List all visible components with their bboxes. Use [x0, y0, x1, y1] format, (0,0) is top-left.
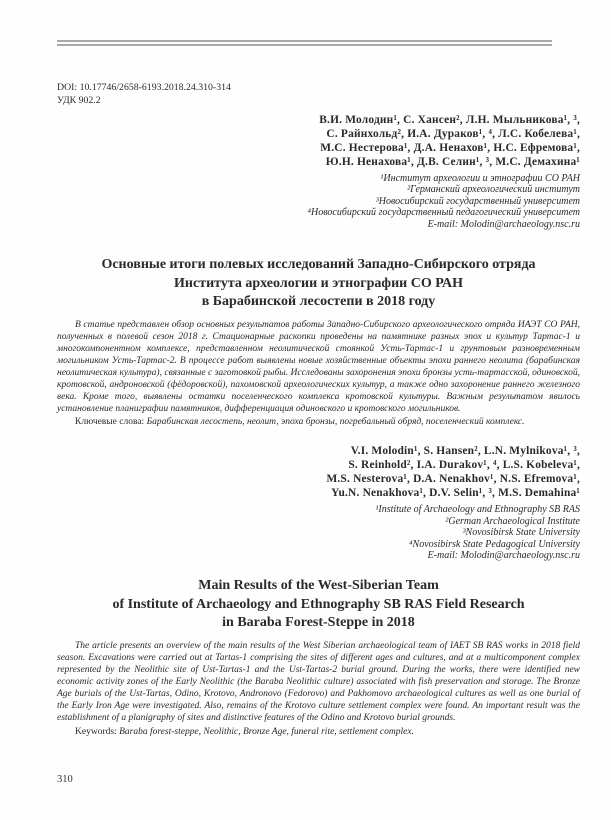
keywords-en-label: Keywords:	[75, 726, 117, 737]
article-title-ru	[57, 256, 580, 312]
keywords-ru	[57, 416, 580, 428]
keywords-en-text: Baraba forest-steppe, Neolithic, Bronze Age, funeral rite, settlement complex.	[119, 726, 414, 737]
author-line: М.С. Нестерова¹, Д.А. Ненахов¹, Н.С. Ефремова¹,	[320, 142, 580, 154]
affiliations-en-block	[57, 504, 580, 561]
affiliation-line: ²German Archaeological Institute	[445, 515, 580, 527]
affiliation-line: ⁴Новосибирский государственный педагогический университет	[307, 207, 580, 219]
title-ru-line: Института археологии и этнографии СО РАН	[174, 275, 463, 291]
doi-line: DOI: 10.17746/2658-6193.2018.24.310-314	[57, 82, 231, 93]
title-ru-line: Основные итоги полевых исследований Западно-Сибирского отряда	[101, 257, 536, 273]
email-line: E-mail: Molodin@archaeology.nsc.ru	[427, 550, 580, 561]
affiliation-line: ³Новосибирский государственный университет	[375, 195, 580, 207]
authors-en-block	[57, 444, 580, 500]
keywords-ru-label: Ключевые слова:	[75, 417, 145, 428]
title-en-line: of Institute of Archaeology and Ethnography SB RAS Field Research	[112, 596, 525, 612]
affiliation-line: ²Германский археологический институт	[407, 184, 580, 196]
affiliation-line: ¹Institute of Archaeology and Ethnography SB RAS	[375, 504, 580, 516]
affiliation-line: ¹Институт археологии и этнографии СО РАН	[380, 173, 580, 184]
affiliation-line: ³Novosibirsk State University	[462, 527, 580, 539]
author-line: V.I. Molodin¹, S. Hansen², L.N. Mylnikova¹, ³,	[350, 445, 580, 458]
title-ru-line: в Барабинской лесостепи в 2018 году	[201, 294, 436, 310]
affiliation-line: ⁴Novosibirsk State Pedagogical University	[409, 538, 580, 550]
header-double-rule	[57, 40, 552, 46]
author-line: Yu.N. Nenakhova¹, D.V. Selin¹, ³, M.S. Demahina¹	[331, 487, 580, 500]
abstract-en: The article presents an overview of the main results of the West Siberian archaeological team of IAET SB RAS works in 2018 field season. Excavations were carried out at Tartas-1 comprising the sites of different ages and cultures, and at a multicomponent complex represented by the Neolithic site of Ust-Tartas-1 and the Ust-Tartas-2 burial ground. During the works, there were identified new economic activity zones of the Early Neolithic (the Baraba Neolithic culture) associated with fish preservation and storage. The Bronze Age burials of the Ust-Tartas, Odino, Krotovo, Andronovo (Fedorovo) and Pakhomovo archaeological cultures as well as one burial of the Early Iron Age were investigated. Also, remains of the Krotovo culture settlement complex were found. An important result was the establishment of a planigraphy of sites and distinctive features of the Odino and Krotovo burial grounds.	[57, 640, 580, 724]
author-line: Ю.Н. Ненахова¹, Д.В. Селин¹, ³, М.С. Демахина¹	[325, 156, 580, 168]
page-number: 310	[57, 774, 73, 785]
email-line: E-mail: Molodin@archaeology.nsc.ru	[427, 218, 580, 230]
author-line: S. Reinhold², I.A. Durakov¹, ⁴, L.S. Kobeleva¹,	[348, 459, 580, 472]
keywords-ru-text: Барабинская лесостепь, неолит, эпоха бронзы, погребальный обряд, поселенческий комплекс.	[146, 417, 525, 428]
article-title-en	[57, 577, 580, 633]
rule-line-bottom	[57, 44, 552, 46]
authors-ru-block	[57, 113, 580, 169]
author-line: С. Райнхольд², И.А. Дураков¹, ⁴, Л.С. Кобелева¹,	[326, 128, 580, 140]
affiliations-ru-block	[57, 173, 580, 230]
keywords-en	[57, 726, 580, 738]
author-line: В.И. Молодин¹, С. Хансен², Л.Н. Мыльникова¹, ³,	[319, 114, 580, 126]
title-en-line: Main Results of the West-Siberian Team	[198, 578, 439, 594]
page-content	[57, 0, 580, 738]
article-meta	[57, 82, 580, 107]
udk-line: УДК 902.2	[57, 94, 101, 106]
title-en-line: in Baraba Forest-Steppe in 2018	[222, 615, 415, 631]
author-line: M.S. Nesterova¹, D.A. Nenakhov¹, N.S. Efremova¹,	[326, 473, 580, 486]
abstract-ru: В статье представлен обзор основных результатов работы Западно-Сибирского археологического отряда ИАЭТ СО РАН, полученных в полевой сезон 2018 г. Стационарные раскопки проведены на памятнике разных эпох и культур Тартас-1 и многокомпонентном комплексе, представленном неолитической стоянкой Усть-Тартас-1 и грунтовым разновременным могильником Усть-Тартас-2. В процессе работ выявлены новые хозяйственные объекты эпохи раннего неолита (барабинская неолитическая культура), связанные с заготовкой рыбы. Исследованы захоронения эпохи бронзы усть-тартасской, одиновской, кротовской, андроновской (фёдоровской), пахомовской археологических культур, а также одно захоронение раннего железного века. Кроме того, выявлены остатки поселенческого комплекса кротовской культуры. Важным результатом явилось установление планиграфии памятников, дифференциация одиновского и кротовского могильников.	[57, 319, 580, 415]
